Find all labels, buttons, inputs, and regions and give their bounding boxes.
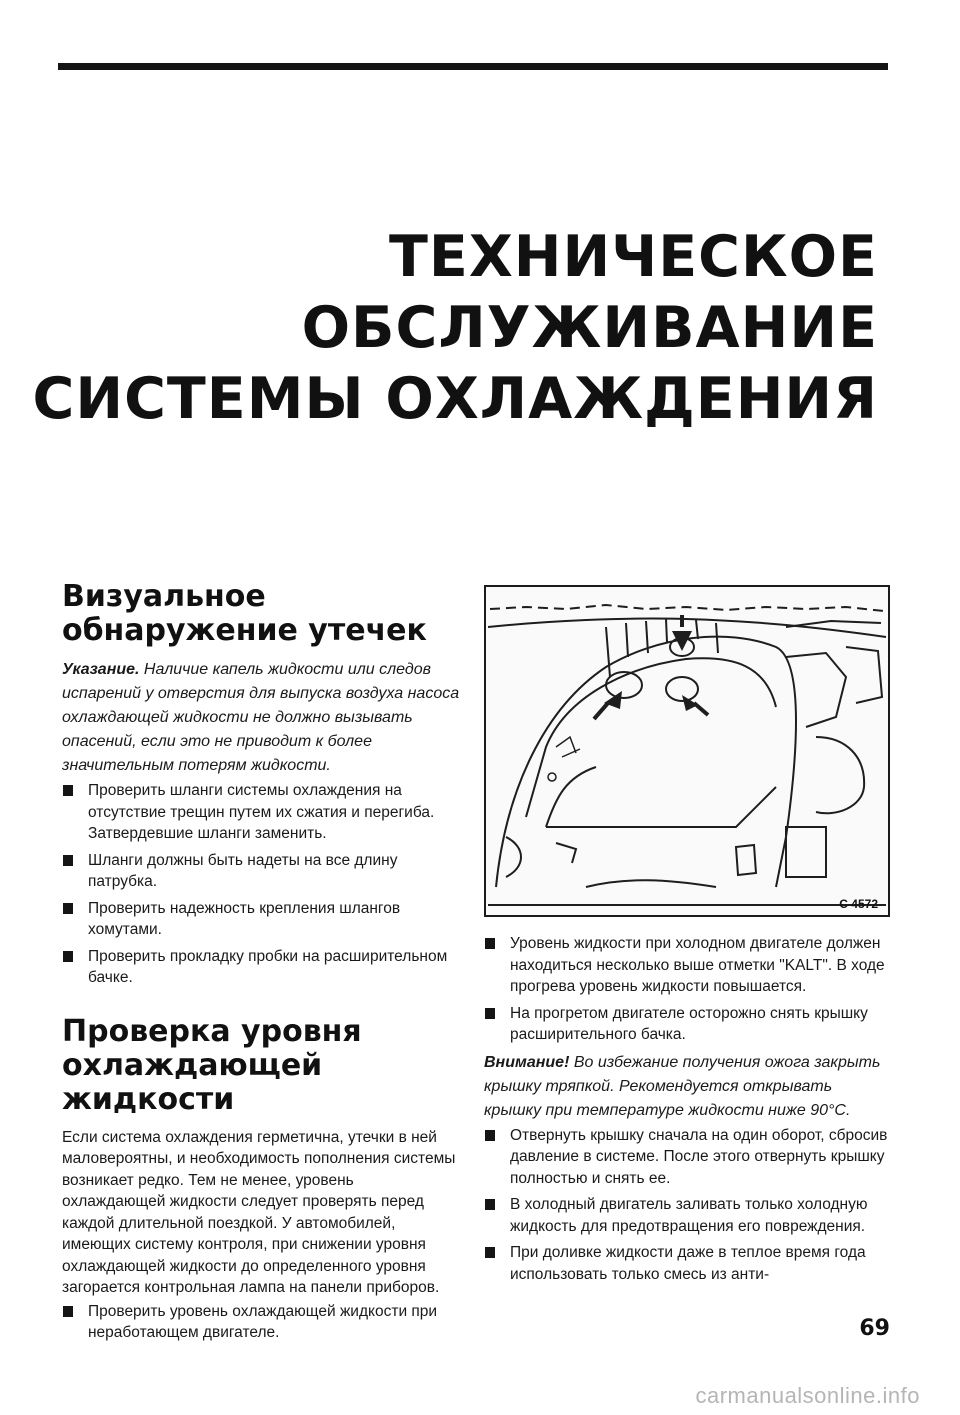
top-rule (58, 63, 888, 70)
heading-line: Проверка уровня (62, 1013, 362, 1049)
heading-line: охлаждающей (62, 1047, 323, 1083)
right-column (484, 585, 890, 1290)
bullet-item: Уровень жидкости при холодном двигателе должен находиться несколько выше отметки "KALT". В ходе прогрева уровень жидкости повышается. (484, 933, 890, 998)
left-column (62, 580, 460, 1349)
bullet-item: В холодный двигатель заливать только холодную жидкость для предотвращения его повреждения. (484, 1194, 890, 1237)
bullet-item: Шланги должны быть надеты на все длину патрубка. (62, 850, 460, 893)
bullet-item: Проверить шланги системы охлаждения на отсутствие трещин путем их сжатия и перегиба. Затвердевшие шланги заменить. (62, 780, 460, 845)
note-paragraph (62, 658, 460, 778)
heading-line: обнаружение утечек (62, 613, 427, 648)
chapter-title (33, 222, 878, 435)
warning-paragraph (484, 1051, 890, 1123)
warning-text: Во избежание получения ожога закрыть крышку тряпкой. Рекомендуется открывать крышку при температуре жидкости ниже 90°C. (484, 1053, 881, 1119)
watermark: carmanualsonline.info (695, 1383, 920, 1408)
coolant-reservoir-drawing (486, 587, 888, 915)
chapter-title-line-3: СИСТЕМЫ ОХЛАЖДЕНИЯ (32, 366, 878, 432)
section-heading-coolant-level (62, 1015, 460, 1117)
page-number: 69 (859, 1316, 890, 1341)
bullet-item: При доливке жидкости даже в теплое время года использовать только смесь из анти- (484, 1242, 890, 1285)
chapter-title-line-2: ОБСЛУЖИВАНИЕ (301, 295, 878, 361)
chapter-title-line-1: ТЕХНИЧЕСКОЕ (389, 224, 878, 290)
heading-line: Визуальное (62, 579, 266, 614)
warning-lead: Внимание! (484, 1053, 570, 1071)
note-text: Наличие капель жидкости или следов испарений у отверстия для выпуска воздуха насоса охлаждающей жидкости не должно вызывать опасений, если это не приводит к более значительным потерям жидкости. (62, 661, 460, 774)
heading-line: жидкости (62, 1081, 235, 1117)
bullet-item: Проверить прокладку пробки на расширительном бачке. (62, 946, 460, 989)
body-paragraph: Если система охлаждения герметична, утечки в ней маловероятны, и необходимость пополнения системы возникает редко. Тем не менее, уровень охлаждающей жидкости следует проверять перед каждой длительной поездкой. У автомобилей, имеющих систему контроля, при снижении уровня охлаждающей жидкости до определенного уровня загорается контрольная лампа на панели приборов. (62, 1128, 456, 1296)
figure-code: C 4572 (839, 897, 878, 911)
bullet-item: Проверить уровень охлаждающей жидкости при неработающем двигателе. (62, 1301, 460, 1344)
section-heading-leak-detection (62, 580, 460, 648)
bullet-item: На прогретом двигателе осторожно снять крышку расширительного бачка. (484, 1003, 890, 1046)
bullet-item: Отвернуть крышку сначала на один оборот, сбросив давление в системе. После этого отвернуть крышку полностью и снять ее. (484, 1125, 890, 1190)
note-lead: Указание. (62, 661, 140, 678)
bullet-item: Проверить надежность крепления шлангов хомутами. (62, 898, 460, 941)
engine-illustration (484, 585, 890, 917)
